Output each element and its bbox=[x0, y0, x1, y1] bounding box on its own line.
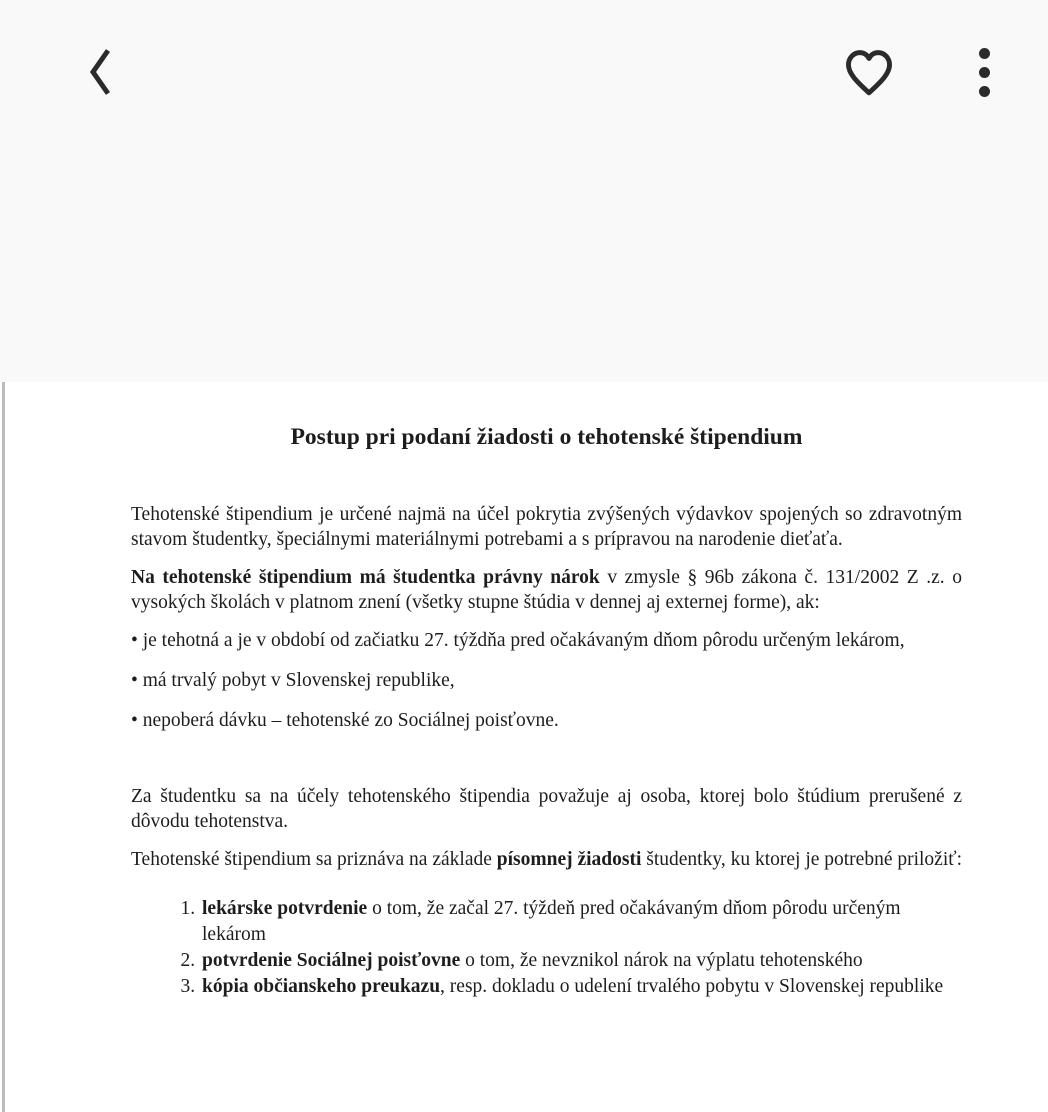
list-item bbox=[200, 896, 962, 948]
list-item bbox=[200, 948, 962, 974]
bullet-paragraph bbox=[131, 708, 962, 733]
paragraph bbox=[131, 784, 962, 834]
bullet-marker: • bbox=[131, 630, 143, 651]
document-body bbox=[131, 502, 962, 1000]
three-dot-menu-icon bbox=[970, 48, 998, 97]
text: Za študentku sa na účely tehotenského štipendia považuje aj osoba, ktorej bolo štúdium prerušené z dôvodu tehotenstva. bbox=[131, 786, 962, 832]
text: má trvalý pobyt v Slovenskej republike, bbox=[142, 670, 455, 691]
bold-text: lekárske potvrdenie bbox=[202, 898, 368, 919]
favorite-button[interactable] bbox=[841, 44, 897, 100]
bold-text: potvrdenie Sociálnej poisťovne bbox=[202, 950, 461, 971]
chevron-left-icon bbox=[86, 85, 114, 100]
top-app-bar bbox=[0, 0, 1048, 382]
bold-text: Na tehotenské štipendium má študentka právny nárok bbox=[131, 567, 600, 588]
paragraph bbox=[131, 502, 962, 552]
text: o tom, že začal 27. týždeň pred očakávaným dňom pôrodu určeným lekárom bbox=[202, 898, 901, 945]
bold-text: kópia občianskeho preukazu bbox=[202, 976, 441, 997]
document-viewer[interactable] bbox=[0, 382, 1048, 1112]
document-title: Postup pri podaní žiadosti o tehotenské štipendium bbox=[290, 424, 803, 450]
bullet-marker: • bbox=[131, 710, 143, 731]
paragraph bbox=[131, 565, 962, 615]
list-item bbox=[200, 974, 962, 1000]
required-attachments-list bbox=[131, 896, 962, 1000]
text: v zmysle § 96b zákona č. 131/2002 Z .z. o vysokých školách v platnom znení (všetky stupne štúdia v dennej aj externej forme), ak: bbox=[131, 567, 963, 613]
text: , resp. dokladu o udelení trvalého pobytu v Slovenskej republike bbox=[440, 976, 944, 997]
heart-icon bbox=[841, 88, 897, 103]
bullet-paragraph bbox=[131, 628, 962, 653]
text: Tehotenské štipendium je určené najmä na účel pokrytia zvýšených výdavkov spojených so zdravotným stavom študentky, špeciálnymi materiálnymi potrebami a s prípravou na narodenie dieťaťa. bbox=[131, 504, 962, 550]
overflow-menu-button[interactable] bbox=[970, 46, 998, 98]
document-page bbox=[0, 382, 1048, 1040]
text: študentky, ku ktorej je potrebné priložiť: bbox=[641, 849, 963, 870]
text: nepoberá dávku – tehotenské zo Sociálnej poisťovne. bbox=[142, 710, 559, 731]
paragraph-spacer bbox=[131, 748, 962, 784]
text: je tehotná a je v období od začiatku 27. týždňa pred očakávaným dňom pôrodu určeným lekárom, bbox=[142, 630, 905, 651]
text: o tom, že nevznikol nárok na výplatu tehotenského bbox=[460, 950, 863, 971]
bold-text: písomnej žiadosti bbox=[496, 849, 642, 870]
text: Tehotenské štipendium sa priznáva na základe bbox=[131, 849, 497, 870]
bullet-marker: • bbox=[131, 670, 143, 691]
bullet-paragraph bbox=[131, 668, 962, 693]
paragraph bbox=[131, 847, 962, 872]
back-button[interactable] bbox=[86, 47, 114, 97]
